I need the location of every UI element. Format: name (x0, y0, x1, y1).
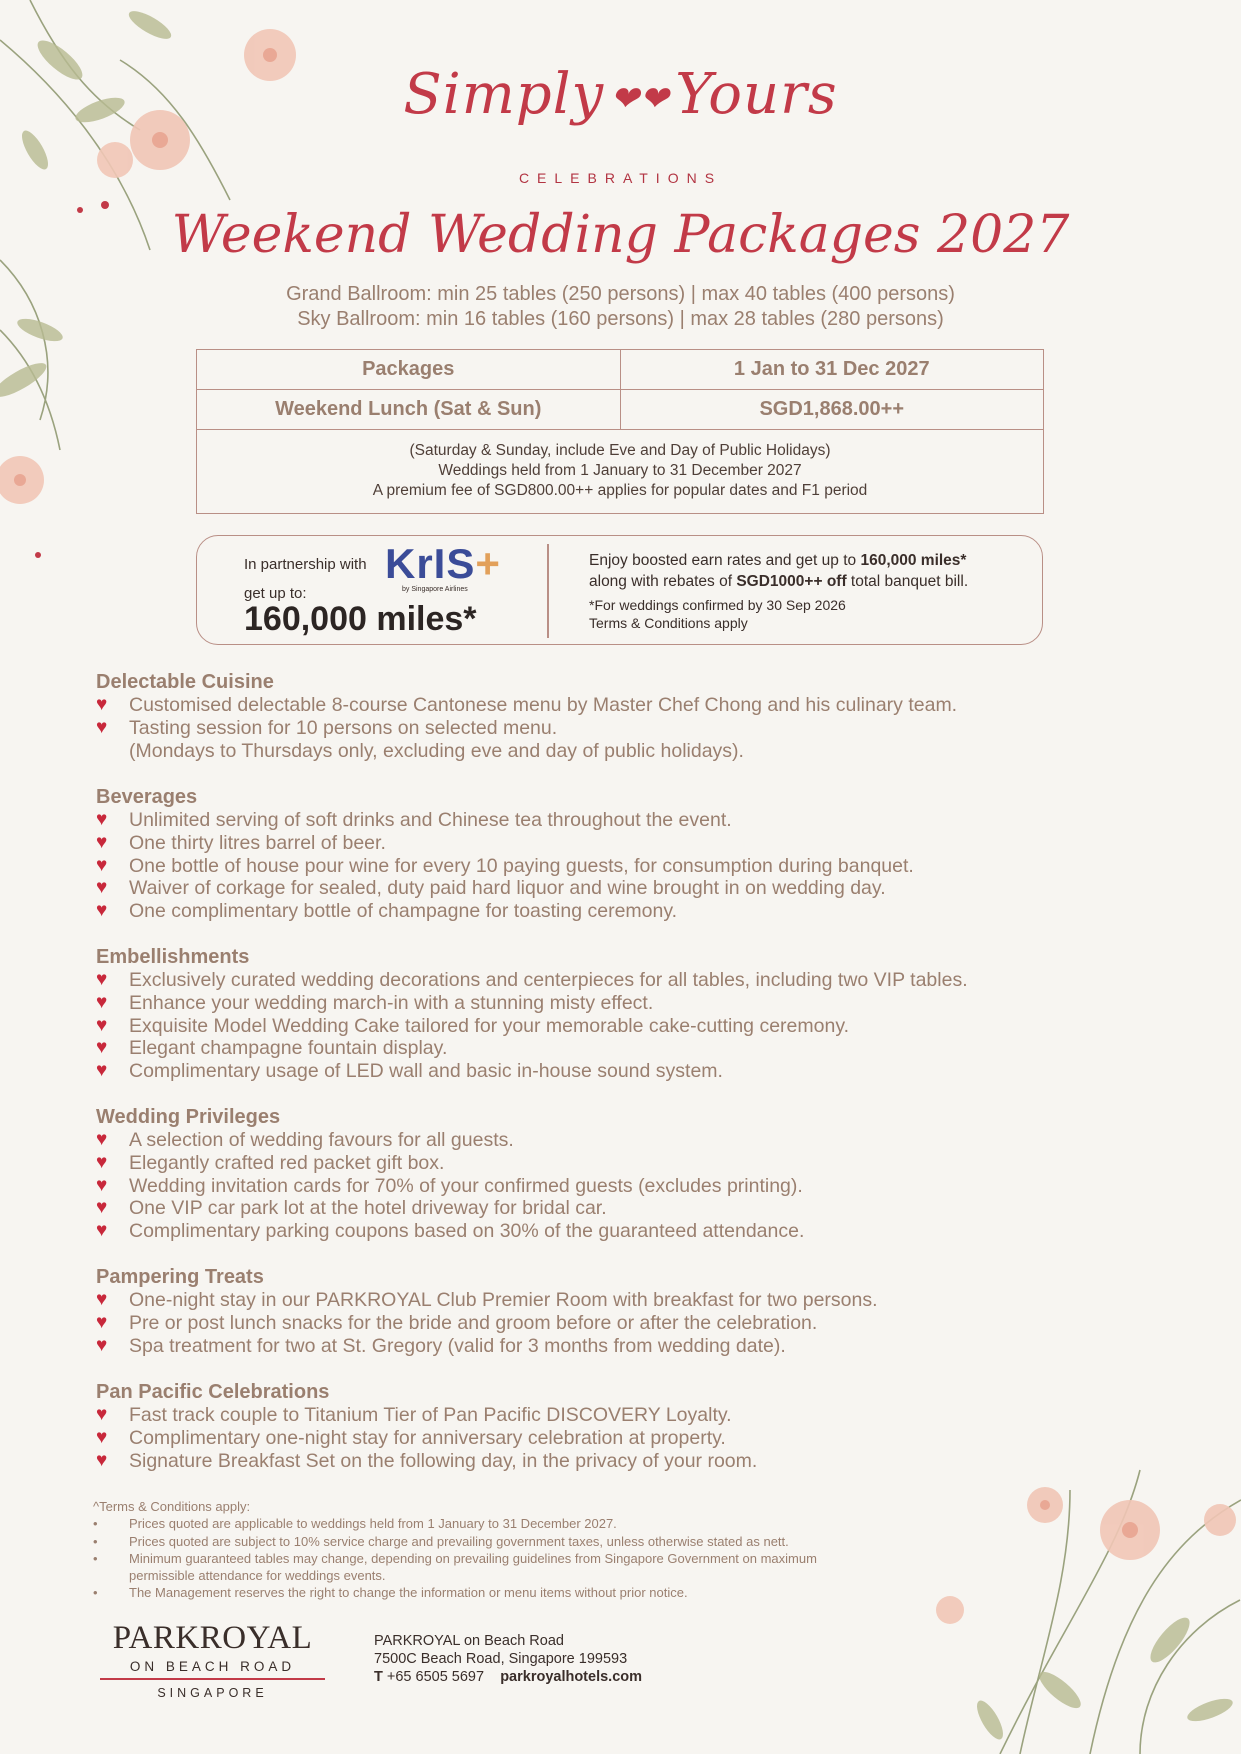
terms-text: permissible attendance for weddings events. (129, 1568, 386, 1584)
heart-bullet-icon: ♥ (96, 991, 108, 1013)
package-table (196, 349, 1044, 514)
list-item (96, 1175, 1096, 1198)
simply-yours-logo (0, 62, 1241, 127)
kris-note: *For weddings confirmed by 30 Sep 2026 (589, 597, 846, 613)
table-row (197, 390, 1044, 430)
list-item-text: (Mondays to Thursdays only, excluding eve and day of public holidays). (129, 739, 744, 762)
list-item (96, 855, 1096, 878)
list-item (96, 1289, 1096, 1312)
list-item (96, 717, 1096, 740)
terms-and-conditions (93, 1498, 973, 1602)
heart-bullet-icon: ♥ (96, 1014, 108, 1036)
terms-item (93, 1550, 973, 1567)
list-item-text: Unlimited serving of soft drinks and Chinese tea throughout the event. (129, 809, 732, 831)
heart-bullet-icon: ♥ (96, 1404, 108, 1425)
table-header-period: 1 Jan to 31 Dec 2027 (620, 350, 1044, 390)
heart-bullet-icon: ♥ (96, 1129, 108, 1150)
logo-divider (100, 1678, 325, 1680)
section-title: Beverages (96, 786, 198, 808)
benefit-section (96, 1106, 1096, 1243)
list-item-text: Wedding invitation cards for 70% of your confirmed guests (excludes printing). (129, 1174, 803, 1197)
kris-logo-plus: + (475, 540, 501, 587)
benefit-rebate: SGD1000++ off (736, 573, 847, 590)
list-item (96, 832, 1096, 855)
hotel-name: PARKROYAL (112, 1620, 313, 1656)
terms-item (93, 1533, 973, 1550)
hotel-city: SINGAPORE (157, 1686, 268, 1700)
list-item (96, 1037, 1096, 1060)
section-title: Embellishments (96, 946, 250, 968)
terms-item (93, 1584, 973, 1601)
benefit-section (96, 671, 1096, 762)
list-item-text: Signature Breakfast Set on the following day, in the privacy of your room. (129, 1449, 758, 1472)
table-notes-row (197, 430, 1044, 514)
list-item (96, 877, 1096, 900)
list-item-text: Complimentary parking coupons based on 30% of the guaranteed attendance. (129, 1220, 805, 1243)
heart-bullet-icon: ♥ (96, 1151, 108, 1173)
list-item (96, 1220, 1096, 1243)
heart-bullet-icon: ♥ (96, 1311, 108, 1333)
kris-benefits (589, 550, 968, 592)
list-item (96, 1450, 1096, 1473)
list-item-text: Pre or post lunch snacks for the bride and groom before or after the celebration. (129, 1311, 818, 1334)
hotel-location: ON BEACH ROAD (129, 1659, 296, 1674)
list-item-text: Fast track couple to Titanium Tier of Pan Pacific DISCOVERY Loyalty. (129, 1404, 732, 1426)
list-item (96, 809, 1096, 832)
hotel-address (374, 1632, 642, 1686)
list-item-text: Complimentary usage of LED wall and basic in-house sound system. (129, 1060, 723, 1083)
terms-text: The Management reserves the right to change the information or menu items without prior notice. (129, 1585, 688, 1601)
heart-bullet-icon: ♥ (96, 969, 108, 990)
heart-bullet-icon: ♥ (96, 1449, 108, 1471)
list-item-text: Exquisite Model Wedding Cake tailored for your memorable cake-cutting ceremony. (129, 1014, 850, 1037)
heart-bullet-icon: ♥ (96, 716, 108, 738)
heart-bullet-icon: ♥ (96, 809, 108, 830)
list-item-text: Spa treatment for two at St. Gregory (valid for 3 months from wedding date). (129, 1334, 786, 1357)
list-item (96, 1060, 1096, 1083)
get-up-to-label: get up to: (244, 585, 307, 602)
list-item-text: One complimentary bottle of champagne for toasting ceremony. (129, 900, 678, 923)
benefit-section (96, 786, 1096, 923)
section-title: Pan Pacific Celebrations (96, 1381, 330, 1403)
phone-label: T (374, 1669, 383, 1685)
kris-notes (589, 596, 846, 632)
benefit-section (96, 1266, 1096, 1357)
terms-text: Minimum guaranteed tables may change, depending on prevailing guidelines from Singapore Government on maximum (129, 1550, 817, 1566)
heart-bullet-icon: ♥ (96, 1334, 108, 1356)
benefit-miles: 160,000 miles* (860, 552, 967, 569)
bullet-icon: • (93, 1533, 98, 1549)
partnership-label: In partnership with (244, 556, 367, 573)
terms-text: Prices quoted are subject to 10% service charge and prevailing government taxes, unless otherwise stated as nett. (129, 1533, 789, 1549)
address-name: PARKROYAL on Beach Road (374, 1633, 564, 1649)
section-title: Wedding Privileges (96, 1106, 281, 1128)
bullet-icon: • (93, 1550, 98, 1566)
heart-infinity-icon: ❤❤ (610, 78, 670, 119)
kris-plus-logo (385, 540, 501, 588)
kris-note: Terms & Conditions apply (589, 615, 748, 631)
terms-heading: ^Terms & Conditions apply: (93, 1499, 251, 1514)
kris-partnership-box (196, 535, 1043, 645)
bullet-icon: • (93, 1516, 98, 1532)
heart-bullet-icon: ♥ (96, 877, 108, 899)
list-item (96, 694, 1096, 717)
heart-bullet-icon: ♥ (96, 694, 108, 715)
heart-bullet-icon: ♥ (96, 854, 108, 876)
contact-line (374, 1668, 642, 1686)
terms-text: Prices quoted are applicable to weddings held from 1 January to 31 December 2027. (129, 1516, 617, 1532)
list-item (96, 1335, 1096, 1358)
list-item-text: Elegant champagne fountain display. (129, 1037, 448, 1060)
package-price: SGD1,868.00++ (620, 390, 1044, 430)
list-item (96, 1129, 1096, 1152)
heart-bullet-icon: ♥ (96, 900, 108, 922)
divider (547, 544, 549, 638)
terms-item (93, 1515, 973, 1532)
benefit-section (96, 1381, 1096, 1472)
list-item (96, 1152, 1096, 1175)
list-item (96, 1427, 1096, 1450)
list-item-text: Waiver of corkage for sealed, duty paid hard liquor and wine brought in on wedding day. (129, 877, 886, 900)
package-note: A premium fee of SGD800.00++ applies for popular dates and F1 period (372, 482, 868, 499)
terms-item-continued (93, 1567, 973, 1584)
list-item (96, 1404, 1096, 1427)
list-item (96, 969, 1096, 992)
heart-bullet-icon: ♥ (96, 1174, 108, 1196)
miles-amount: 160,000 miles* (244, 600, 477, 638)
list-item-text: Enhance your wedding march-in with a stunning misty effect. (129, 991, 654, 1014)
heart-bullet-icon: ♥ (96, 831, 108, 853)
table-header-packages: Packages (197, 350, 621, 390)
list-item-text: Complimentary one-night stay for anniversary celebration at property. (129, 1426, 726, 1449)
list-item (96, 900, 1096, 923)
list-item (96, 740, 1096, 763)
list-item-text: Elegantly crafted red packet gift box. (129, 1151, 445, 1174)
list-item (96, 1015, 1096, 1038)
list-item (96, 1197, 1096, 1220)
package-note: (Saturday & Sunday, include Eve and Day of Public Holidays) (409, 442, 831, 459)
logo-tagline: CELEBRATIONS (518, 170, 723, 186)
section-title: Delectable Cuisine (96, 671, 274, 693)
section-title: Pampering Treats (96, 1266, 264, 1288)
phone-number: +65 6505 5697 (386, 1669, 485, 1685)
list-item-text: Exclusively curated wedding decorations and centerpieces for all tables, including two VIP tables. (129, 969, 968, 991)
logo-text-right: Yours (675, 62, 838, 127)
address-street: 7500C Beach Road, Singapore 199593 (374, 1651, 628, 1667)
kris-logo-subtitle: by Singapore Airlines (402, 586, 468, 593)
bullet-icon: • (93, 1585, 98, 1601)
heart-bullet-icon: ♥ (96, 1426, 108, 1448)
heart-bullet-icon: ♥ (96, 1289, 108, 1310)
logo-text-left: Simply (403, 62, 605, 127)
list-item-text: Tasting session for 10 persons on selected menu. (129, 716, 558, 739)
table-header-row (197, 350, 1044, 390)
package-note: Weddings held from 1 January to 31 December 2027 (438, 462, 802, 479)
benefit-text: along with rebates of (589, 573, 737, 590)
package-name: Weekend Lunch (Sat & Sun) (197, 390, 621, 430)
benefit-section (96, 946, 1096, 1083)
kris-logo-text: KrIS (385, 540, 476, 587)
capacity-sky-ballroom: Sky Ballroom: min 16 tables (160 persons) | max 28 tables (280 persons) (297, 308, 944, 330)
list-item (96, 1312, 1096, 1335)
list-item-text: One VIP car park lot at the hotel driveway for bridal car. (129, 1197, 607, 1220)
heart-bullet-icon: ♥ (96, 1220, 108, 1242)
benefit-text: total banquet bill. (846, 573, 969, 590)
list-item-text: One thirty litres barrel of beer. (129, 831, 386, 854)
website-link[interactable]: parkroyalhotels.com (500, 1669, 643, 1685)
heart-bullet-icon: ♥ (96, 1060, 108, 1082)
list-item-text: Customised delectable 8-course Cantonese menu by Master Chef Chong and his culinary team. (129, 694, 958, 716)
list-item-text: One bottle of house pour wine for every 10 paying guests, for consumption during banquet. (129, 854, 914, 877)
list-item-text: A selection of wedding favours for all guests. (129, 1129, 514, 1151)
capacity-grand-ballroom: Grand Ballroom: min 25 tables (250 persons) | max 40 tables (400 persons) (286, 283, 955, 305)
page-title: Weekend Wedding Packages 2027 (171, 205, 1070, 265)
package-notes (197, 430, 1044, 514)
heart-bullet-icon: ♥ (96, 1037, 108, 1059)
heart-bullet-icon: ♥ (96, 1197, 108, 1219)
list-item-text: One-night stay in our PARKROYAL Club Premier Room with breakfast for two persons. (129, 1289, 878, 1311)
list-item (96, 992, 1096, 1015)
parkroyal-logo (100, 1620, 325, 1700)
benefit-text: Enjoy boosted earn rates and get up to (589, 552, 861, 569)
